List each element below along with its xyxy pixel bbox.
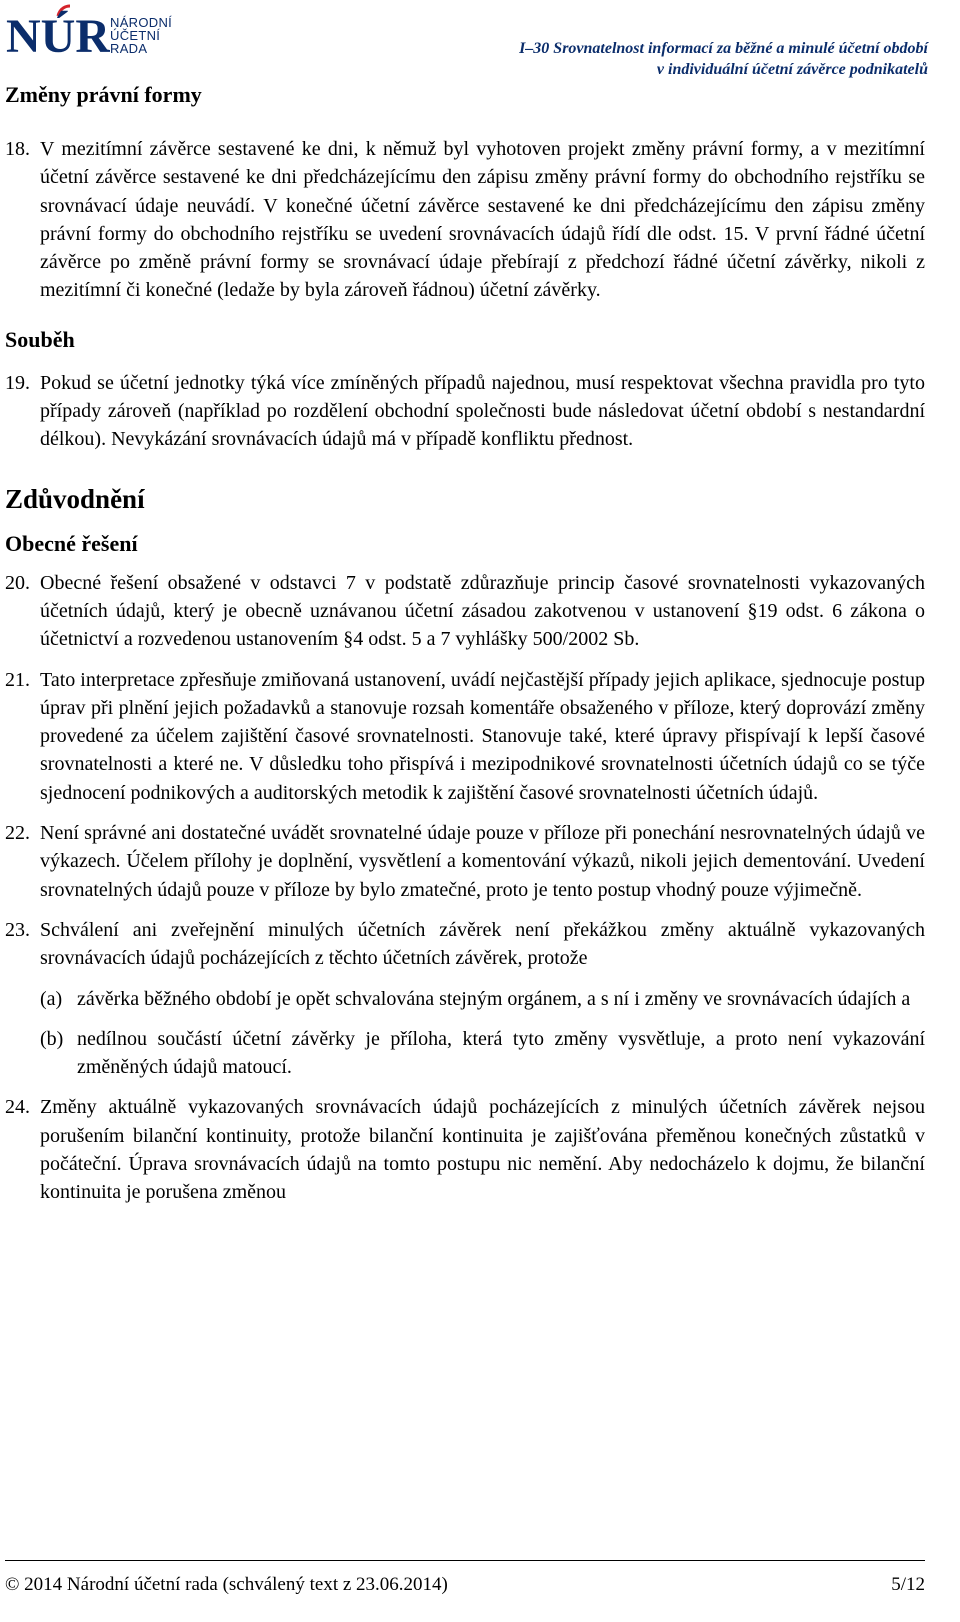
document-title: [519, 38, 928, 80]
heading-zduvodneni: Zdůvodnění: [5, 483, 145, 514]
logo-line-1: NÁRODNÍ: [110, 15, 173, 30]
paragraph-text: Změny aktuálně vykazovaných srovnávacích údajů pocházejících z minulých účetních závěrek nejsou porušením bilanční kontinuity, protože bilanční kontinuita je zajišťována přeměnou konečných zůstatků v počáteční. Úprava srovnávacích údajů na tomto postupu nic nemění. Aby nedocházelo k dojmu, že bilanční kontinuita je porušena změnou: [40, 1096, 925, 1204]
list-label: (a): [40, 987, 63, 1010]
paragraph-24: [5, 1093, 925, 1206]
paragraph-number: 22.: [5, 822, 30, 845]
heading-soubeh: Souběh: [5, 326, 75, 352]
paragraph-number: 19.: [5, 371, 30, 394]
paragraph-18: [5, 135, 925, 305]
paragraph-text: V mezitímní závěrce sestavené ke dni, k němuž byl vyhotoven projekt změny právní formy, a v mezitímní účetní závěrce sestavené ke dni předcházejícímu den zápisu změny právní formy do obchodního rejstříku se srovnávací údaje neuvádí. V konečné účetní závěrce sestavené ke dni předcházejícímu den zápisu změny právní formy do obchodního rejstříku se uvedení srovnávacích údajů řídí dle odst. 15. V první řádné účetní závěrce po změně právní formy se srovnávací údaje přebírají z předchozí řádné účetní závěrky, nikoli z mezitímní či konečné (ledaže by byla zároveň řádnou) účetní závěrky.: [40, 138, 925, 302]
paragraph-19: [5, 369, 925, 454]
paragraph-text: Schválení ani zveřejnění minulých účetních závěrek není překážkou změny aktuálně vykazovaných srovnávacích údajů pocházejících z těchto účetních závěrek, protože: [40, 918, 925, 970]
paragraph-number: 21.: [5, 668, 30, 691]
list-text: nedílnou součástí účetní závěrky je příloha, která tyto změny vysvětluje, a proto není vykazování změněných údajů matoucí.: [77, 1027, 925, 1079]
logo-line-3: RADA: [110, 41, 148, 56]
page-content: [5, 82, 925, 1207]
paragraph-text: Není správné ani dostatečné uvádět srovnatelné údaje pouze v příloze při ponechání nesrovnatelných údajů ve výkazech. Účelem přílohy je doplnění, vysvětlení a komentování výkazů, nikoli jejich dementování. Uvedení srovnatelných údajů pouze v příloze by bylo zmatečné, proto je tento postup vhodný pouze výjimečně.: [40, 822, 925, 901]
nur-logo-icon: [6, 4, 110, 58]
paragraph-number: 20.: [5, 571, 30, 594]
logo-line-2: ÚČETNÍ: [110, 28, 161, 43]
footer-divider: [5, 1560, 925, 1561]
paragraph-number: 18.: [5, 138, 30, 160]
list-label: (b): [40, 1027, 64, 1050]
list-text: závěrka běžného období je opět schvalována stejným orgánem, a s ní i změny ve srovnávacích údajích a: [77, 987, 911, 1010]
nur-logo: [6, 4, 110, 63]
paragraph-text: Obecné řešení obsažené v odstavci 7 v podstatě zdůrazňuje princip časové srovnatelnosti vykazovaných účetních údajů, který je obecně uznávanou účetní zásadou zakotvenou v ustanovení §19 odst. 6 zákona o účetnictví a rozvedenou ustanovením §4 odst. 5 a 7 vyhlášky 500/2002 Sb.: [40, 571, 925, 651]
heading-obecne-reseni: Obecné řešení: [5, 530, 138, 556]
paragraph-23b: [5, 1025, 925, 1082]
logo-wordmark: [110, 16, 172, 55]
paragraph-23: [5, 916, 925, 973]
document-title-line-1: I–30 Srovnatelnost informací za běžné a minulé účetní období: [519, 40, 928, 57]
footer-copyright: © 2014 Národní účetní rada (schválený text z 23.06.2014): [5, 1574, 448, 1595]
paragraph-text: Tato interpretace zpřesňuje zmiňovaná ustanovení, uvádí nejčastější případy jejich aplikace, sjednocuje postup úprav při plnění jejich požadavků a stanovuje rozsah komentáře obsaženého v příloze, který doprovází změny provedené za účelem zajištění časové srovnatelnosti. Stanovuje také, které úpravy přispívají k lepší časové srovnatelnosti a které ne. V důsledku toho přispívá i mezipodnikové srovnatelnosti účetních údajů co se týče sjednocení podnikových a auditorských metodik k zajištění časové srovnatelnosti účetních údajů.: [40, 668, 925, 804]
paragraph-23a: [5, 985, 925, 1013]
paragraph-number: 23.: [5, 918, 30, 941]
logo-letters: NÚR: [6, 10, 110, 58]
heading-zmeny-pravni-formy: Změny právní formy: [5, 82, 202, 107]
page-header: [0, 0, 960, 80]
paragraph-text: Pokud se účetní jednotky týká více zmíněných případů najednou, musí respektovat všechna pravidla pro tyto případy zároveň (například po rozdělení obchodní společnosti bude následovat účetní období s nestandardní délkou). Nevykázání srovnávacích údajů má v případě konfliktu přednost.: [40, 371, 925, 451]
paragraph-22: [5, 819, 925, 904]
paragraph-21: [5, 666, 925, 807]
paragraph-20: [5, 569, 925, 654]
document-title-line-2: v individuální účetní závěrce podnikatelů: [656, 61, 928, 78]
paragraph-number: 24.: [5, 1096, 30, 1119]
page-number: 5/12: [891, 1574, 925, 1595]
